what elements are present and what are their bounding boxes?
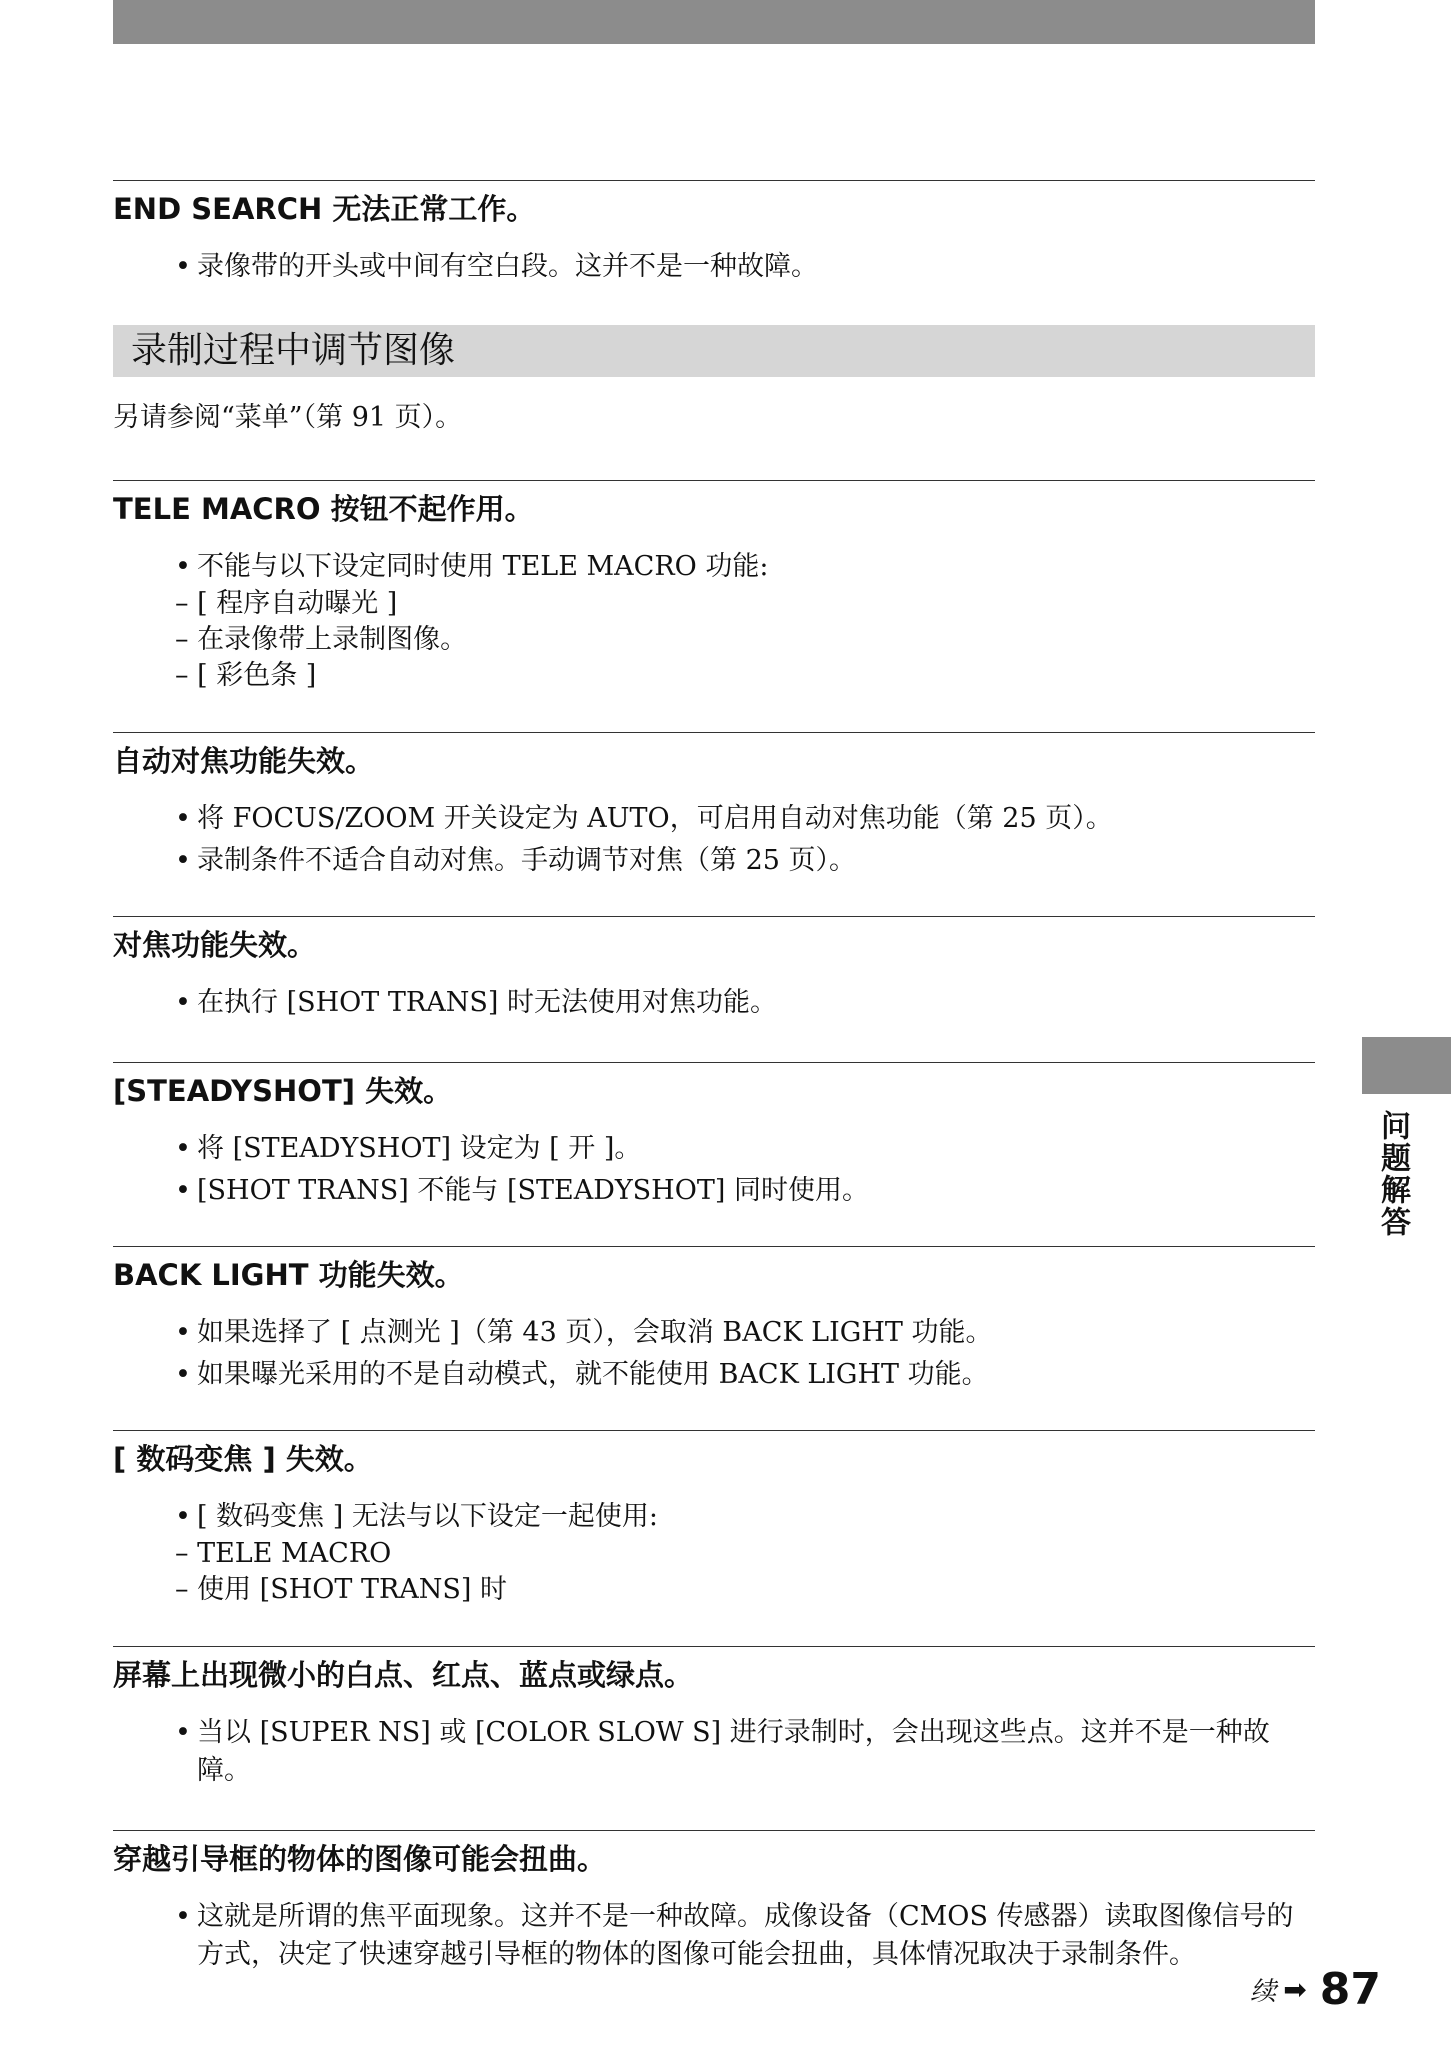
list-item: • 不能与以下设定同时使用 TELE MACRO 功能: – [ 程序自动曝光 ] – 在录像带上录制图像。 – [ 彩色条 ] [175,548,1315,694]
list-item: • 如果曝光采用的不是自动模式，就不能使用 BACK LIGHT 功能。 [175,1359,989,1390]
sub-item: – [ 彩色条 ] [175,660,317,691]
list-item: • 将 FOCUS/ZOOM 开关设定为 AUTO，可启用自动对焦功能（第 25 页）。 [175,803,1113,834]
page-number: 87 [1319,1964,1381,2015]
topic-items [175,1126,1315,1210]
topic-items [175,1894,1315,1974]
sub-item: – 使用 [SHOT TRANS] 时 [175,1574,508,1605]
side-tab [1362,1037,1451,1094]
topic-items [175,1310,1315,1394]
section-band [113,325,1315,377]
topic-heading: 穿越引导框的物体的图像可能会扭曲。 [113,1842,607,1876]
section-title: 录制过程中调节图像 [131,330,456,371]
sub-item: – 在录像带上录制图像。 [175,624,468,655]
list-item: • 将 [STEADYSHOT] 设定为 [ 开 ]。 [175,1133,642,1164]
right-arrow-icon: ➡ [1283,1973,1307,2006]
list-item: • 如果选择了 [ 点测光 ]（第 43 页），会取消 BACK LIGHT 功能。 [175,1317,993,1348]
sub-item: – [ 程序自动曝光 ] [175,588,398,619]
divider [113,1062,1315,1063]
page-footer [1250,1964,1381,2015]
header-bar [113,0,1315,44]
list-item: • 这就是所谓的焦平面现象。这并不是一种故障。成像设备（CMOS 传感器）读取图像信号的方式，决定了快速穿越引导框的物体的图像可能会扭曲，具体情况取决于录制条件。 [175,1901,1294,1970]
topic-heading: [ 数码变焦 ] 失效。 [113,1442,373,1476]
topic-items [175,1494,1315,1608]
section-note: 另请参阅“菜单”（第 91 页）。 [113,402,463,433]
divider [113,732,1315,733]
topic-items [175,796,1315,880]
topic-heading: 对焦功能失效。 [113,928,317,962]
topic-heading: 屏幕上出现微小的白点、红点、蓝点或绿点。 [113,1658,694,1692]
topic-items [175,244,1315,286]
list-item: • [ 数码变焦 ] 无法与以下设定一起使用: – TELE MACRO – 使用 [SHOT TRANS] 时 [175,1498,1315,1608]
list-item: • 在执行 [SHOT TRANS] 时无法使用对焦功能。 [175,987,777,1018]
side-label: 问题解答 [1375,1110,1410,1238]
divider [113,916,1315,917]
divider [113,180,1315,181]
list-item: • 录制条件不适合自动对焦。手动调节对焦（第 25 页）。 [175,845,857,876]
topic-heading: BACK LIGHT 功能失效。 [113,1258,464,1292]
list-item: • [SHOT TRANS] 不能与 [STEADYSHOT] 同时使用。 [175,1175,869,1206]
divider [113,1430,1315,1431]
topic-heading: TELE MACRO 按钮不起作用。 [113,492,534,526]
divider [113,1246,1315,1247]
list-item: • 当以 [SUPER NS] 或 [COLOR SLOW S] 进行录制时，会出现这些点。这并不是一种故障。 [175,1717,1270,1786]
continued-label: 续 [1250,1977,1277,2007]
sub-item: – TELE MACRO [175,1538,392,1569]
list-item: • 录像带的开头或中间有空白段。这并不是一种故障。 [175,251,818,282]
divider [113,1830,1315,1831]
topic-heading: 自动对焦功能失效。 [113,744,375,778]
topic-items [175,544,1315,694]
topic-heading: END SEARCH 无法正常工作。 [113,192,536,226]
topic-items [175,980,1315,1022]
topic-heading: [STEADYSHOT] 失效。 [113,1074,453,1108]
topic-items [175,1710,1315,1790]
divider [113,1646,1315,1647]
divider [113,480,1315,481]
